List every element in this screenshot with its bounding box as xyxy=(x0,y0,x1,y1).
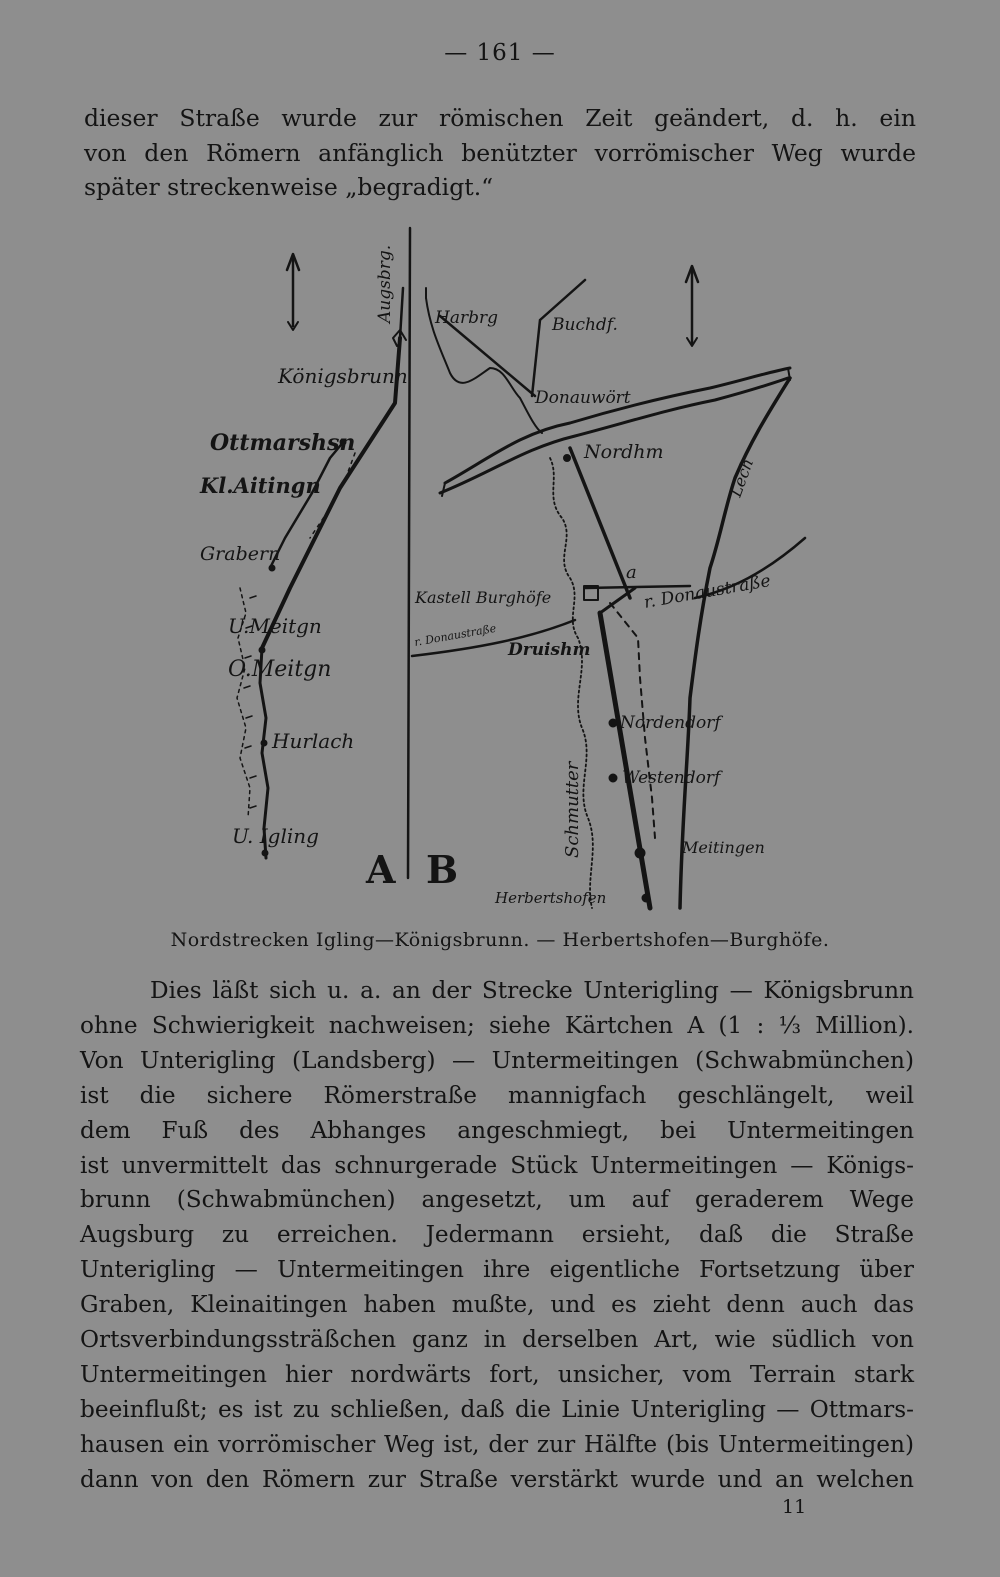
label-donauwoert: Donauwört xyxy=(535,388,631,408)
text-line: dem Fuß des Abhanges angeschmiegt, bei Untermeitingen xyxy=(80,1116,914,1144)
figure-caption: Nordstrecken Igling—Königsbrunn. — Herbertshofen—Burghöfe. xyxy=(170,929,830,951)
text-line: hausen ein vorrömischer Weg ist, der zur Hälfte (bis Untermeitingen) xyxy=(80,1430,914,1458)
label-augsbrg: Augsbrg. xyxy=(375,244,395,323)
main-paragraph xyxy=(80,974,914,1498)
label-herbertshofen: Herbertshofen xyxy=(495,889,607,907)
label-meitingen: Meitingen xyxy=(682,838,765,857)
map-figure xyxy=(190,218,830,918)
map-letter-b: B xyxy=(426,847,459,892)
text-line: Von Unterigling (Landsberg) — Untermeitingen (Schwabmünchen) xyxy=(80,1046,914,1074)
label-u-meitgn: U.Meitgn xyxy=(228,614,322,638)
label-r-donaustrasse-left: r. Donaustraße xyxy=(413,621,498,649)
label-koenigsbrunn: Königsbrunn xyxy=(278,364,408,388)
text-line: Augsburg zu erreichen. Jedermann ersieht, daß die Straße xyxy=(80,1221,914,1249)
text-line: ist unvermittelt das schnurgerade Stück Untermeitingen — Königs- xyxy=(80,1151,914,1179)
label-kastell-burghoefe: Kastell Burghöfe xyxy=(415,588,552,607)
label-schmutter: Schmutter xyxy=(562,761,583,858)
label-r-donaustrasse-right: r. Donaustraße xyxy=(642,570,773,613)
page-number: — 161 — xyxy=(444,40,556,66)
text-line: brunn (Schwabmünchen) angesetzt, um auf geraderem Wege xyxy=(80,1186,914,1214)
label-lech: Lech xyxy=(725,455,758,500)
text-line: Unterigling — Untermeitingen ihre eigentliche Fortsetzung über xyxy=(80,1256,914,1284)
map-letter-a: A xyxy=(366,847,396,892)
label-o-meitgn: O.Meitgn xyxy=(228,657,332,682)
roman-road-b xyxy=(570,448,630,598)
text-line: Dies läßt sich u. a. an der Strecke Unterigling — Königsbrunn xyxy=(150,977,914,1004)
text-line: beeinflußt; es ist zu schließen, daß die Linie Unterigling — Ottmars- xyxy=(80,1395,914,1423)
label-nordendorf: Nordendorf xyxy=(620,713,721,733)
text-line: von den Römern anfänglich benützter vorrömischer Weg wurde xyxy=(84,138,916,167)
text-line: ohne Schwierigkeit nachweisen; siehe Kärtchen A (1 : ⅓ Million). xyxy=(80,1011,914,1039)
label-buchdf: Buchdf. xyxy=(552,315,618,335)
label-hurlach: Hurlach xyxy=(272,729,355,753)
label-a: a xyxy=(626,562,637,583)
text-line: später streckenweise „begradigt.“ xyxy=(84,173,494,202)
label-kl-aitingn: Kl.Aitingn xyxy=(200,473,321,498)
label-nordhm: Nordhm xyxy=(584,441,664,463)
text-line: dann von den Römern zur Straße verstärkt wurde und an welchen xyxy=(80,1465,914,1493)
label-westendorf: Westendorf xyxy=(622,768,721,788)
label-druishm: Druishm xyxy=(508,640,591,660)
label-u-igling: U. Igling xyxy=(232,824,319,848)
text-line: ist die sichere Römerstraße mannigfach geschlängelt, weil xyxy=(80,1081,914,1109)
label-ottmarshsn: Ottmarshsn xyxy=(210,430,356,456)
map-sketch xyxy=(190,218,830,918)
text-line: dieser Straße wurde zur römischen Zeit geändert, d. h. ein xyxy=(84,104,916,132)
text-line: Ortsverbindungssträßchen ganz in derselben Art, wie südlich von xyxy=(80,1326,914,1354)
signature-mark: 11 xyxy=(782,1496,807,1518)
map-divider xyxy=(408,228,410,878)
label-grabern: Grabern xyxy=(200,543,281,565)
label-harbrg: Harbrg xyxy=(435,308,498,328)
top-paragraph xyxy=(84,101,916,205)
text-line: Untermeitingen hier nordwärts fort, unsicher, vom Terrain stark xyxy=(80,1360,914,1388)
text-line: Graben, Kleinaitingen haben mußte, und es zieht denn auch das xyxy=(80,1291,914,1319)
lech-river xyxy=(680,378,790,908)
